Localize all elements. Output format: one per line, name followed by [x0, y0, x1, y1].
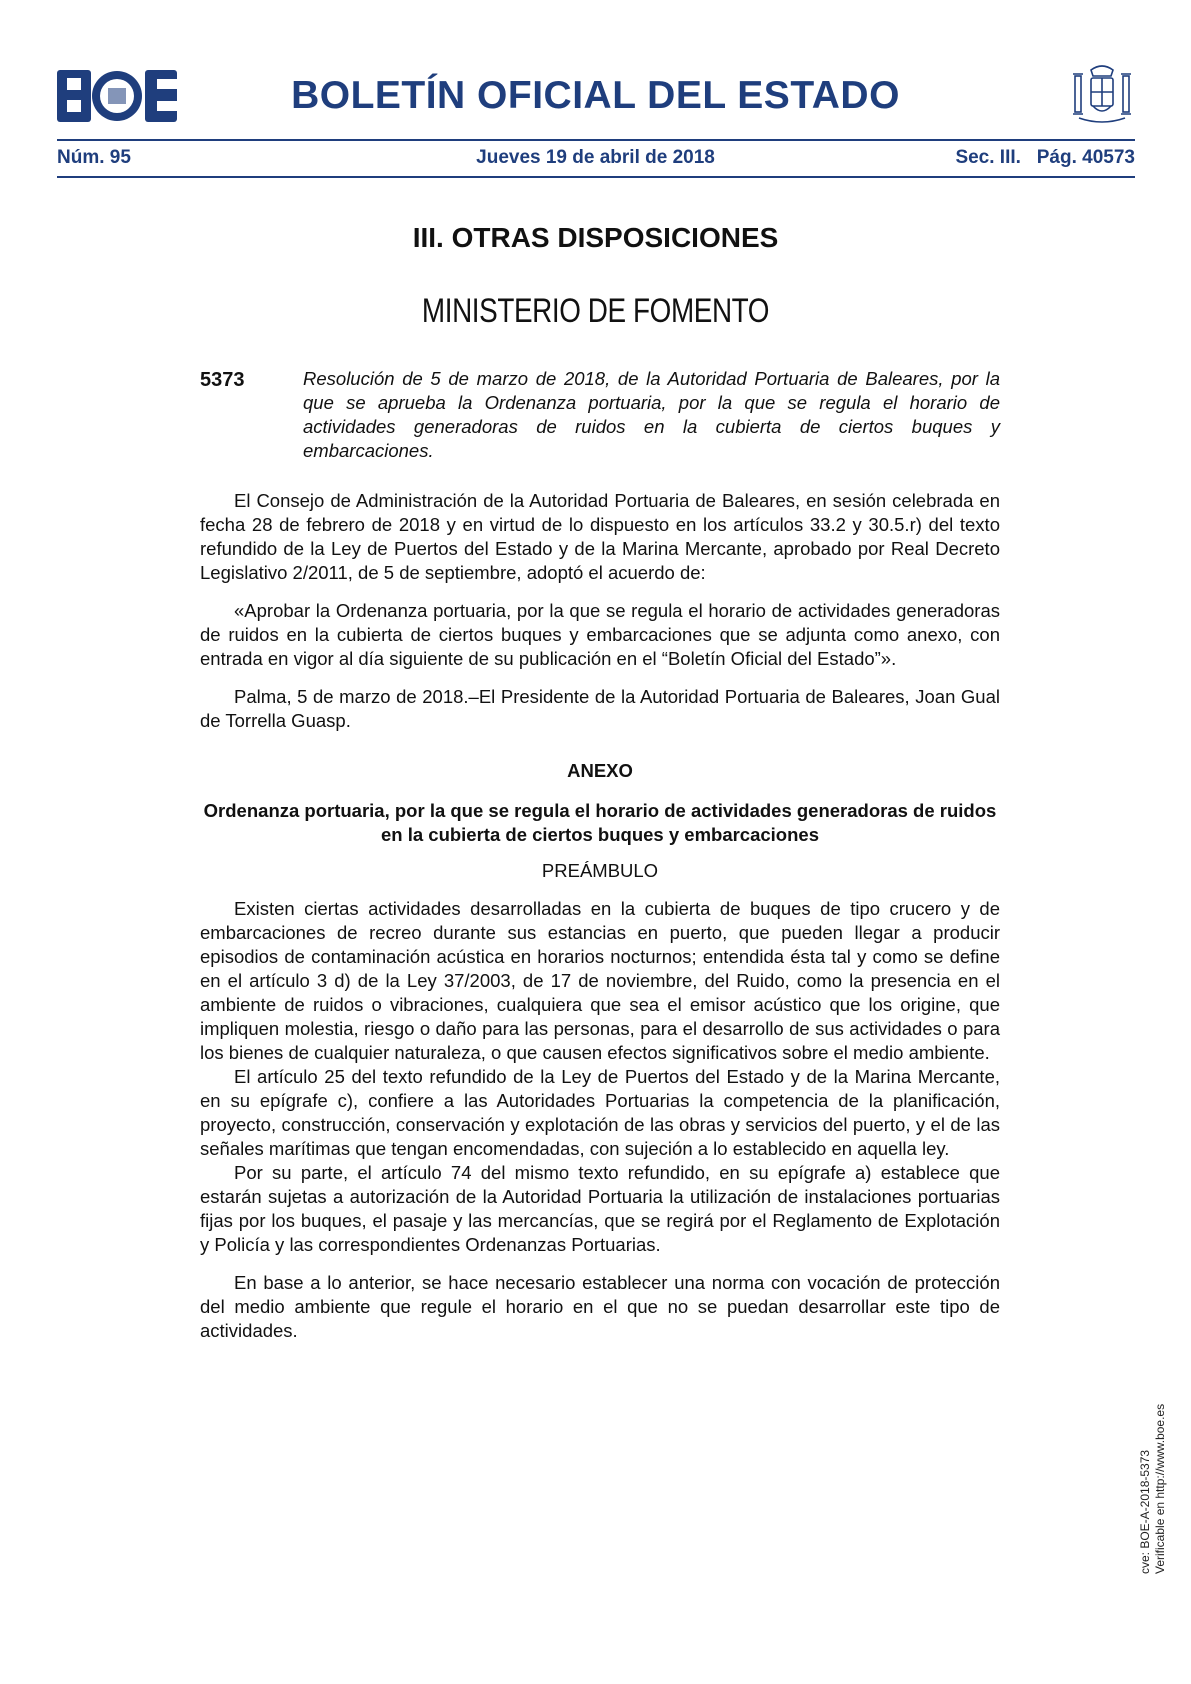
- cve-code: cve: BOE-A-2018-5373: [1138, 1449, 1152, 1574]
- paragraph-conclusion: En base a lo anterior, se hace necesario establecer una norma con vocación de protección del medio ambiente que regule el horario en el que no se puedan desarrollar este tipo de actividades.: [200, 1272, 1000, 1341]
- section-title: III. OTRAS DISPOSICIONES: [412, 222, 779, 253]
- masthead-title: BOLETÍN OFICIAL DEL ESTADO: [291, 74, 900, 117]
- verify-link: Verificable en http://www.boe.es: [1153, 1403, 1167, 1574]
- boe-logo-icon: [57, 70, 177, 122]
- preambulo-heading: PREÁMBULO: [541, 860, 659, 881]
- section-page: Sec. III. Pág. 40573: [955, 147, 1135, 168]
- paragraph-articulo-25: El artículo 25 del texto refundido de la Ley de Puertos del Estado y de la Marina Mercante, en su epígrafe c), confiere a las Autoridades Portuarias la competencia de la planificación, proyecto, construcción, conservación y explotación de las obras y servicios del puerto, y el de las señales marítimas que tengan encomendadas, con sujeción a lo establecido en aquella ley.: [200, 1066, 1000, 1159]
- header-bottom-rule: [57, 176, 1135, 178]
- ministry-title: MINISTERIO DE FOMENTO: [421, 292, 770, 330]
- document-body: [200, 489, 1000, 1357]
- verification-note: [1138, 1404, 1168, 1574]
- ordinance-title: Ordenanza portuaria, por la que se regula el horario de actividades generadoras de ruidos en la cubierta de ciertos buques y embarcaciones: [203, 800, 997, 845]
- spanish-coat-of-arms-icon: [1069, 60, 1135, 128]
- item-number: 5373: [200, 369, 245, 391]
- anexo-heading: ANEXO: [567, 760, 633, 781]
- paragraph-actividades: Existen ciertas actividades desarrolladas en la cubierta de buques de tipo crucero y de embarcaciones de recreo durante sus estancias en puerto, que pueden llegar a producir episodios de contaminación acústica en horarios nocturnos; entendida ésta tal y como se define en el artículo 3 d) de la Ley 37/2003, de 17 de noviembre, del Ruido, como la presencia en el ambiente de ruidos o vibraciones, cualquiera que sea el emisor acústico que los origine, que impliquen molestia, riesgo o daño para las personas, para el desarrollo de sus actividades o para los bienes de cualquier naturaleza, o que causen efectos significativos sobre el medio ambiente.: [200, 898, 1000, 1063]
- paragraph-consejo: El Consejo de Administración de la Autoridad Portuaria de Baleares, en sesión celebrada en fecha 28 de febrero de 2018 y en virtud de lo dispuesto en los artículos 33.2 y 30.5.r) del texto refundido de la Ley de Puertos del Estado y de la Marina Mercante, aprobado por Real Decreto Legislativo 2/2011, de 5 de septiembre, adoptó el acuerdo de:: [200, 490, 1000, 583]
- issue-date: Jueves 19 de abril de 2018: [476, 147, 715, 168]
- paragraph-articulo-74: Por su parte, el artículo 74 del mismo texto refundido, en su epígrafe a) establece que estarán sujetas a autorización de la Autoridad Portuaria la utilización de instalaciones portuarias fijas por los buques, el pasaje y las mercancías, que se regirá por el Reglamento de Explotación y Policía y las correspondientes Ordenanzas Portuarias.: [200, 1162, 1000, 1255]
- resolution-title: Resolución de 5 de marzo de 2018, de la Autoridad Portuaria de Baleares, por la que se aprueba la Ordenanza portuaria, por la que se regula el horario de actividades generadoras de ruidos en la cubierta de ciertos buques y embarcaciones.: [303, 368, 1000, 461]
- header-top-rule: [57, 139, 1135, 141]
- issue-number: Núm. 95: [57, 147, 131, 168]
- paragraph-signature: Palma, 5 de marzo de 2018.–El Presidente de la Autoridad Portuaria de Baleares, Joan Gual de Torrella Guasp.: [200, 686, 1000, 731]
- paragraph-aprobar: «Aprobar la Ordenanza portuaria, por la que se regula el horario de actividades generadoras de ruidos en la cubierta de ciertos buques y embarcaciones que se adjunta como anexo, con entrada en vigor al día siguiente de su publicación en el “Boletín Oficial del Estado”».: [200, 600, 1000, 669]
